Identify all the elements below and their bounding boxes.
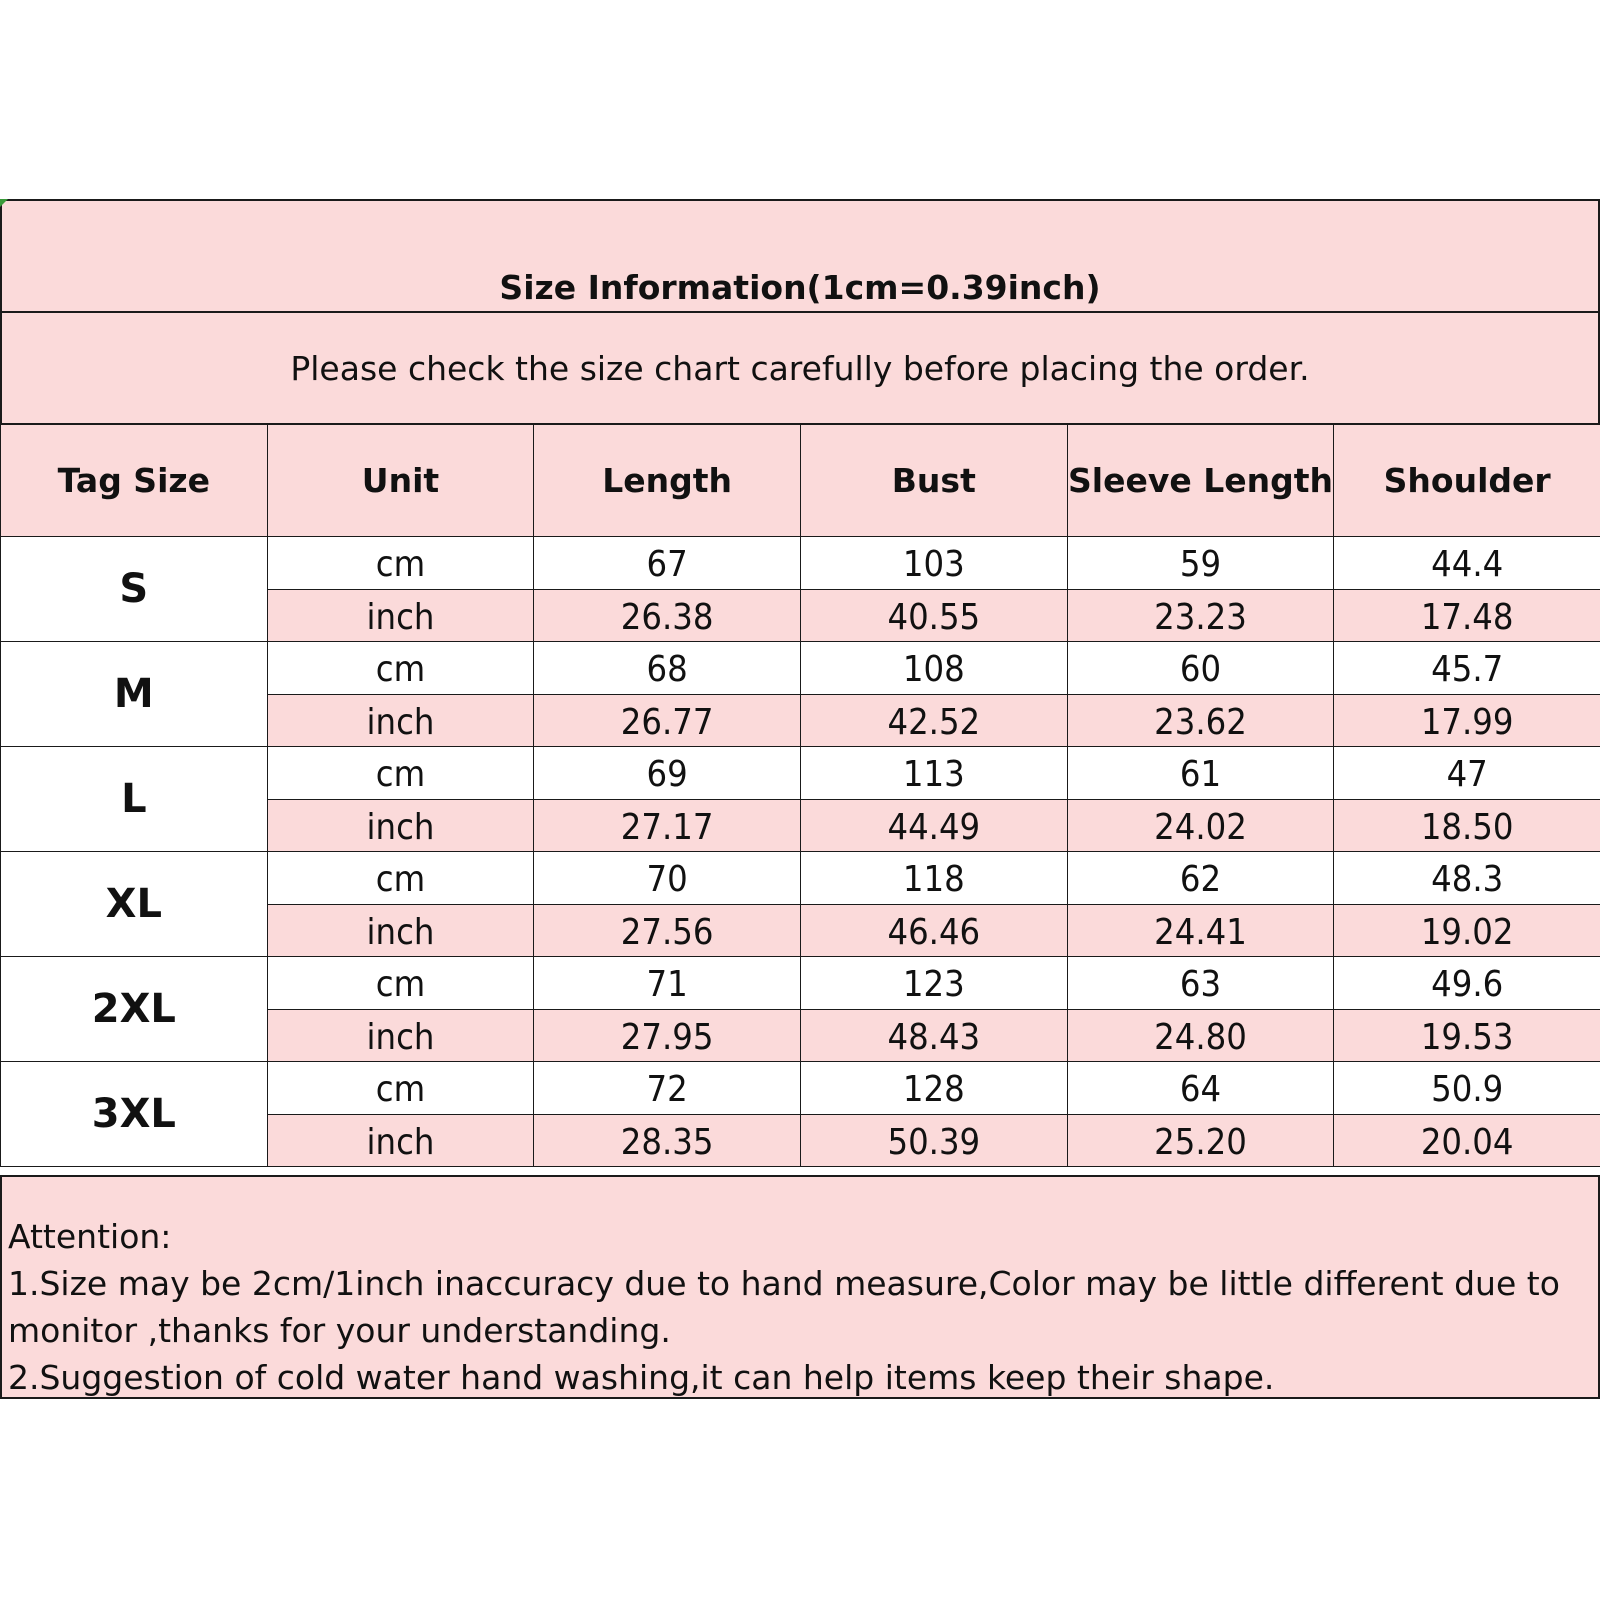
cm-value-cell: 70 [533, 851, 801, 905]
cm-value-cell: 60 [1067, 641, 1335, 695]
inch-value-cell: inch [267, 1009, 535, 1063]
inch-value-cell: 42.52 [800, 694, 1068, 748]
column-header: Sleeve Length [1067, 424, 1335, 537]
inch-value-cell: 50.39 [800, 1114, 1068, 1168]
cm-value-cell: 67 [533, 536, 801, 590]
inch-value-cell: 24.02 [1067, 799, 1335, 853]
inch-value-cell: 19.02 [1333, 904, 1600, 958]
cm-value-cell: cm [267, 1061, 535, 1115]
column-header: Shoulder [1333, 424, 1600, 537]
tag-size-cell: XL [0, 851, 268, 957]
cm-value-cell: 50.9 [1333, 1061, 1600, 1115]
cm-value-cell: cm [267, 641, 535, 695]
cm-value-cell: 48.3 [1333, 851, 1600, 905]
cm-value-cell: 103 [800, 536, 1068, 590]
notes-line: 2.Suggestion of cold water hand washing,it can help items keep their shape. [8, 1358, 1275, 1397]
inch-value-cell: inch [267, 589, 535, 643]
notes-line: 1.Size may be 2cm/1inch inaccuracy due to hand measure,Color may be little different due to [8, 1264, 1560, 1303]
attention-notes [0, 1175, 1600, 1399]
inch-value-cell: 23.62 [1067, 694, 1335, 748]
inch-value-cell: 46.46 [800, 904, 1068, 958]
cm-value-cell: 72 [533, 1061, 801, 1115]
inch-value-cell: inch [267, 904, 535, 958]
inch-value-cell: 27.17 [533, 799, 801, 853]
inch-value-cell: inch [267, 1114, 535, 1168]
cm-value-cell: 108 [800, 641, 1068, 695]
inch-value-cell: 40.55 [800, 589, 1068, 643]
cm-value-cell: 68 [533, 641, 801, 695]
cm-value-cell: 113 [800, 746, 1068, 800]
cm-value-cell: cm [267, 746, 535, 800]
tag-size-cell: 2XL [0, 956, 268, 1062]
inch-value-cell: 19.53 [1333, 1009, 1600, 1063]
cm-value-cell: 62 [1067, 851, 1335, 905]
inch-value-cell: 24.41 [1067, 904, 1335, 958]
inch-value-cell: 20.04 [1333, 1114, 1600, 1168]
cm-value-cell: 118 [800, 851, 1068, 905]
inch-value-cell: 26.38 [533, 589, 801, 643]
inch-value-cell: 27.95 [533, 1009, 801, 1063]
cm-value-cell: cm [267, 536, 535, 590]
column-header: Length [533, 424, 801, 537]
tag-size-cell: S [0, 536, 268, 642]
column-header: Bust [800, 424, 1068, 537]
corner-mark [0, 199, 8, 207]
cm-value-cell: 49.6 [1333, 956, 1600, 1010]
tag-size-cell: L [0, 746, 268, 852]
column-header: Unit [267, 424, 535, 537]
inch-value-cell: inch [267, 799, 535, 853]
cm-value-cell: 47 [1333, 746, 1600, 800]
inch-value-cell: 44.49 [800, 799, 1068, 853]
inch-value-cell: 48.43 [800, 1009, 1068, 1063]
inch-value-cell: 18.50 [1333, 799, 1600, 853]
cm-value-cell: cm [267, 956, 535, 1010]
tag-size-cell: M [0, 641, 268, 747]
chart-subtitle: Please check the size chart carefully before placing the order. [0, 311, 1600, 425]
inch-value-cell: 27.56 [533, 904, 801, 958]
inch-value-cell: 28.35 [533, 1114, 801, 1168]
cm-value-cell: 44.4 [1333, 536, 1600, 590]
cm-value-cell: 123 [800, 956, 1068, 1010]
cm-value-cell: 69 [533, 746, 801, 800]
inch-value-cell: 17.48 [1333, 589, 1600, 643]
notes-line: monitor ,thanks for your understanding. [8, 1311, 671, 1350]
inch-value-cell: 26.77 [533, 694, 801, 748]
tag-size-cell: 3XL [0, 1061, 268, 1167]
inch-value-cell: 25.20 [1067, 1114, 1335, 1168]
cm-value-cell: 61 [1067, 746, 1335, 800]
cm-value-cell: cm [267, 851, 535, 905]
chart-title: Size Information(1cm=0.39inch) [0, 199, 1600, 313]
inch-value-cell: inch [267, 694, 535, 748]
inch-value-cell: 23.23 [1067, 589, 1335, 643]
notes-heading: Attention: [8, 1217, 172, 1256]
cm-value-cell: 45.7 [1333, 641, 1600, 695]
cm-value-cell: 64 [1067, 1061, 1335, 1115]
cm-value-cell: 59 [1067, 536, 1335, 590]
size-chart [0, 199, 1600, 1399]
cm-value-cell: 128 [800, 1061, 1068, 1115]
inch-value-cell: 17.99 [1333, 694, 1600, 748]
cm-value-cell: 71 [533, 956, 801, 1010]
cm-value-cell: 63 [1067, 956, 1335, 1010]
column-header: Tag Size [0, 424, 268, 537]
inch-value-cell: 24.80 [1067, 1009, 1335, 1063]
